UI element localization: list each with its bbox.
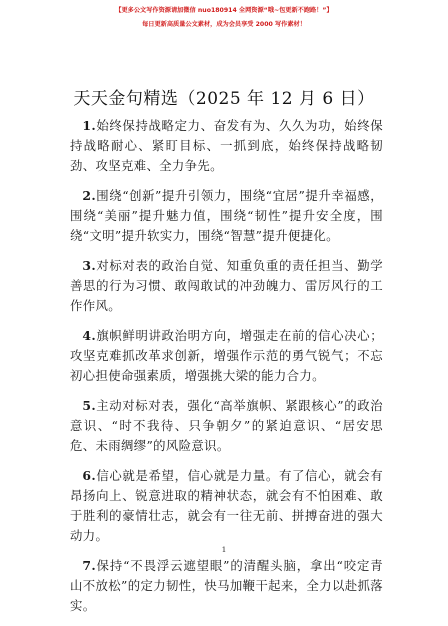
paragraph-number: 7. [82, 558, 97, 573]
paragraph-text: 始终保持战略定力、奋发有为、久久为功，始终保持战略耐心、紧盯目标、一抓到底，始终保持战略韧劲、攻坚克难、全力争先。 [70, 118, 383, 173]
paragraph-1 [70, 116, 383, 176]
paragraph-6 [70, 466, 383, 546]
paragraph-text: 旗帜鲜明讲政治明方向，增强走在前的信心决心；攻坚克难抓改革求创新，增强作示范的勇气锐气；不忘初心担使命强素质，增强挑大梁的能力合力。 [70, 328, 383, 383]
paragraph-3 [70, 256, 383, 316]
paragraph-text: 信心就是希望，信心就是力量。有了信心，就会有昂扬向上、锐意进取的精神状态，就会有不怕困难、敢于胜利的豪情壮志，就会有一往无前、拼搏奋进的强大动力。 [70, 468, 383, 543]
paragraph-7 [70, 556, 383, 616]
paragraph-number: 6. [82, 468, 97, 483]
page-title: 天天金句精选（2025 年 12 月 6 日） [73, 89, 375, 109]
paragraph-number: 4. [82, 328, 97, 343]
paragraph-2 [70, 186, 383, 246]
paragraph-text: 保持“不畏浮云遮望眼”的清醒头脑，拿出“咬定青山不放松”的定力韧性，快马加鞭干起来，全力以赴抓落实。 [70, 558, 383, 613]
paragraph-number: 5. [82, 398, 97, 413]
paragraph-text: 对标对表的政治自觉、知重负重的责任担当、勤学善思的行为习惯、敢闯敢试的冲劲魄力、雷厉风行的工作作风。 [70, 258, 383, 313]
page-number: 1 [221, 545, 227, 554]
paragraph-number: 1. [82, 118, 97, 133]
promo-banner-line-1: 【更多公文写作资源请加微信 nuo180914 全网资源“哦~包更新不跑路！”】 [115, 7, 333, 14]
promo-banner [0, 5, 448, 30]
paragraph-number: 3. [82, 258, 97, 273]
paragraph-text: 围绕“创新”提升引领力，围绕“宜居”提升幸福感，围绕“美丽”提升魅力值，围绕“韧性”提升安全度，围绕“文明”提升软实力，围绕“智慧”提升便捷化。 [70, 188, 383, 243]
promo-banner-line-2: 每日更新高质量公文素材，成为会员享受 2000 写作素材！ [142, 21, 306, 28]
paragraph-5 [70, 396, 383, 456]
paragraph-number: 2. [82, 188, 97, 203]
paragraph-4 [70, 326, 383, 386]
paragraph-text: 主动对标对表，强化“高举旗帜、紧跟核心”的政治意识、“时不我待、只争朝夕”的紧迫意识、“居安思危、未雨绸缪”的风险意识。 [70, 398, 383, 453]
